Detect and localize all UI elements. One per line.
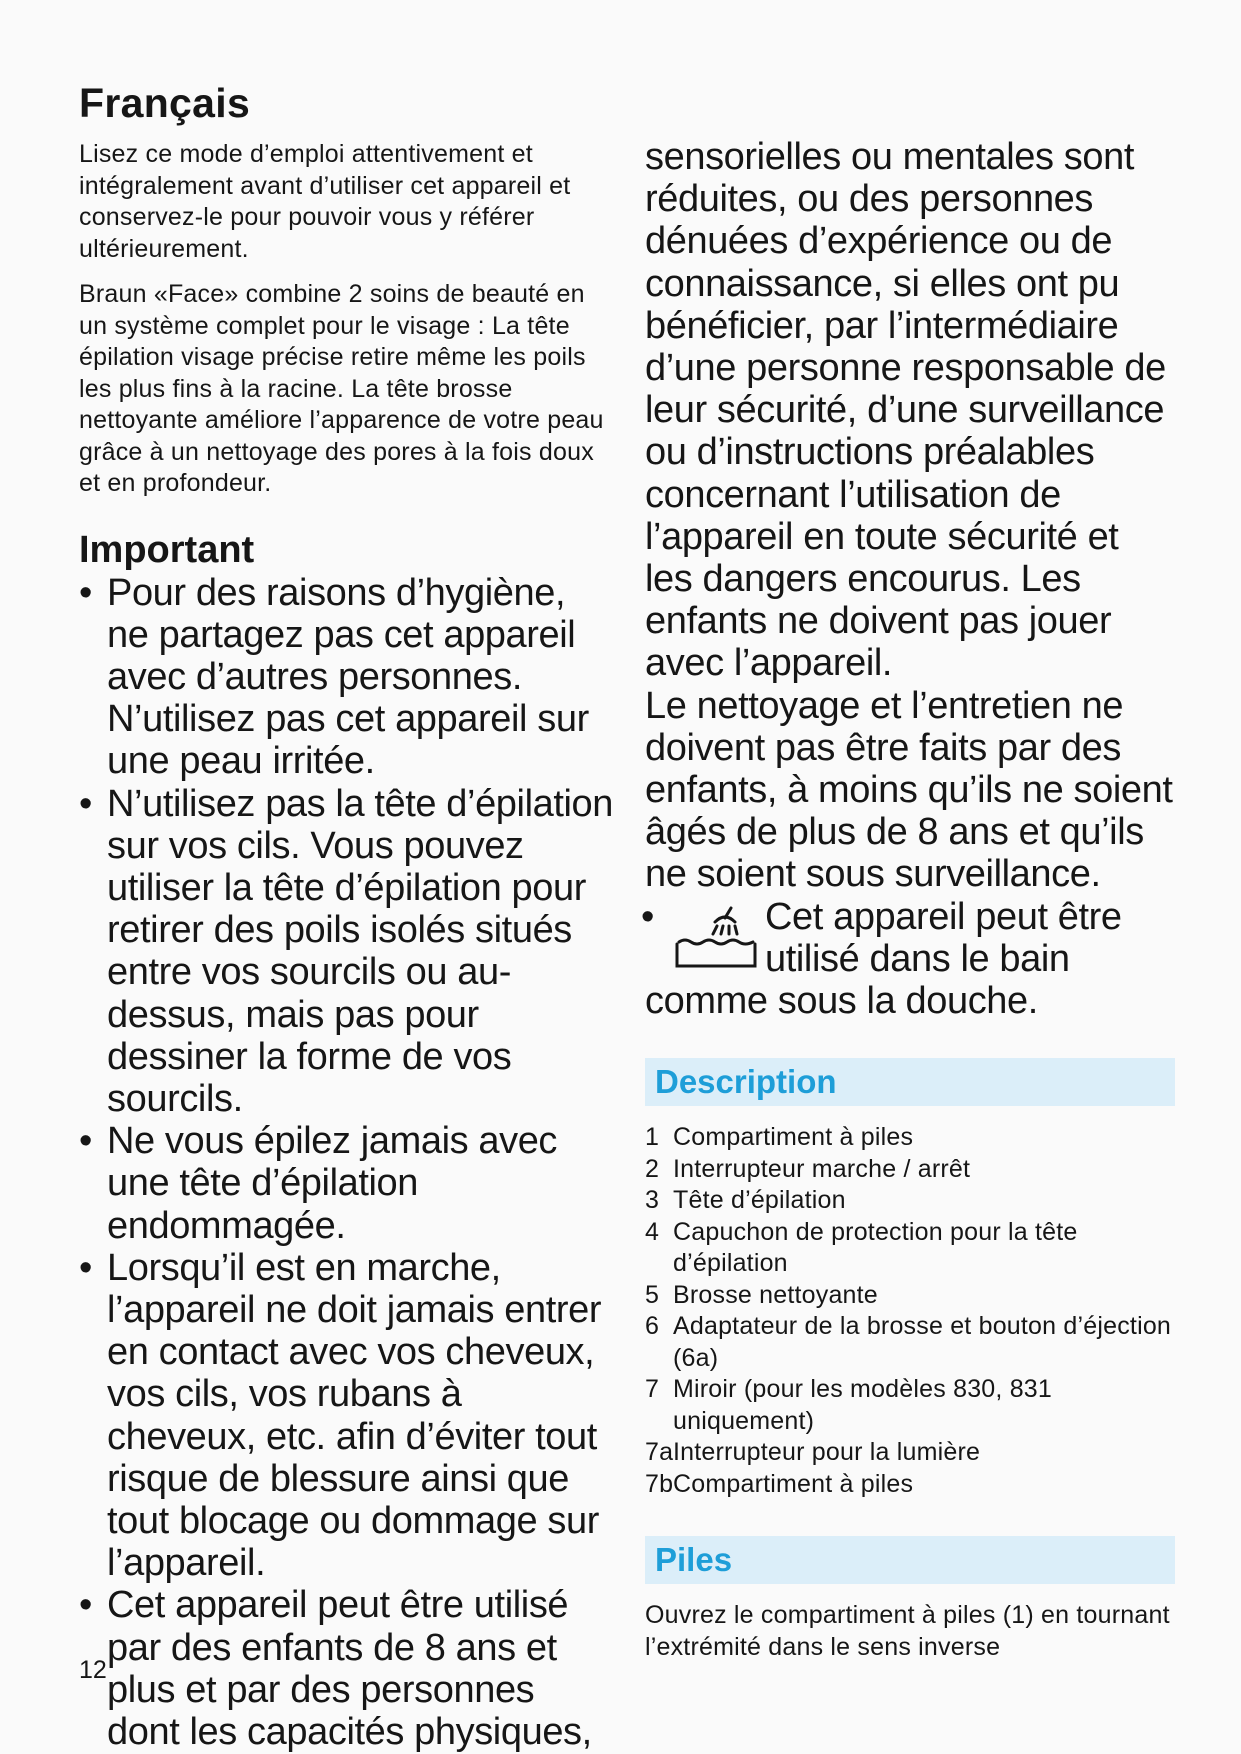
bath-bullet [641,895,1175,1023]
item-number: 5 [645,1280,660,1309]
item-number: 7a [645,1438,674,1467]
list-item [645,1122,1175,1154]
item-text: Interrupteur pour la lumière [673,1438,981,1467]
page-title: Français [79,80,251,126]
description-heading: Description [645,1058,1175,1106]
bath-text-line-2: utilisé dans le bain [765,937,1070,980]
item-number: 1 [645,1123,660,1152]
item-number: 6 [645,1312,660,1341]
description-list [645,1122,1175,1500]
important-heading: Important [79,528,255,571]
right-column [641,136,1175,1663]
item-number: 4 [645,1217,660,1246]
list-item [645,1185,1175,1217]
cleaning-paragraph: Le nettoyage et l’entretien ne doivent pas être faits par des enfants, à moins qu’ils ne soient âgés de plus de 8 ans et qu’ils ne soient sous surveillance. [645,684,1173,896]
item-text: Interrupteur marche / arrêt [673,1154,971,1183]
item-text: Compartiment à piles [673,1469,914,1498]
important-list [79,572,615,1754]
bath-text-line-3: comme sous la douche. [645,980,1038,1023]
piles-paragraph: Ouvrez le compartiment à piles (1) en tournant l’extrémité dans le sens inverse [645,1601,1170,1661]
important-bullet-2: • N’utilisez pas la tête d’épilation sur vos cils. Vous pouvez utiliser la tête d’épilation pour retirer des poils isolés situés entre vos sourcils ou au-dessus, mais pas pour dessiner la forme de vos sourcils. [79,783,615,1121]
important-bullet-1: • Pour des raisons d’hygiène, ne partagez pas cet appareil avec d’autres personnes. N’utilisez pas cet appareil sur une peau irritée. [79,572,615,783]
list-item [645,1374,1175,1437]
list-item [645,1437,1175,1469]
item-text: Tête d’épilation [673,1186,846,1215]
list-item [645,1217,1175,1280]
important-continuation: sensorielles ou mentales sont réduites, ou des personnes dénuées d’expérience ou de connaissance, si elles ont pu bénéficier, par l’intermédiaire d’une personne responsable de leur sécurité, d’une surveillance ou d’instructions préalables concernant l’utilisation de l’appareil en toute sécurité et les dangers encourus. Les enfants ne doivent pas jouer avec l’appareil. [645,136,1166,685]
important-bullet-5: • Cet appareil peut être utilisé par des enfants de 8 ans et plus et par des personnes dont les capacités physiques, [79,1584,615,1753]
list-item [645,1154,1175,1186]
bath-text-line-1: Cet appareil peut être [765,895,1122,938]
page-number: 12 [79,1656,107,1684]
item-number: 3 [645,1186,660,1215]
item-number: 2 [645,1154,660,1183]
item-text: Capuchon de protection pour la tête d’épilation [673,1217,1078,1278]
item-text: Adaptateur de la brosse et bouton d’éjection (6a) [673,1312,1172,1372]
intro-paragraph-2: Braun «Face» combine 2 soins de beauté en un système complet pour le visage : La tête épilation visage précise retire même les poils les plus fins à la racine. La tête brosse nettoyante améliore l’apparence de votre peau grâce à un nettoyage des pores à la fois doux et en profondeur. [79,280,604,497]
intro-paragraph-1: Lisez ce mode d’emploi attentivement et intégralement avant d’utiliser cet appareil et conservez-le pour pouvoir vous y référer ultérieurement. [79,140,571,263]
list-item [645,1469,1175,1501]
list-item [645,1280,1175,1312]
bath-shower-icon [673,902,759,972]
list-item [645,1311,1175,1374]
item-text: Compartiment à piles [673,1123,914,1152]
item-number: 7 [645,1375,660,1404]
important-bullet-3: • Ne vous épilez jamais avec une tête d’épilation endommagée. [79,1120,615,1247]
left-column [79,80,615,1753]
item-text: Miroir (pour les modèles 830, 831 uniquement) [673,1375,1052,1435]
item-text: Brosse nettoyante [673,1280,878,1309]
bullet-dot: • [641,895,654,938]
item-number: 7b [645,1469,674,1498]
piles-heading: Piles [645,1536,1175,1584]
important-bullet-4: • Lorsqu’il est en marche, l’appareil ne doit jamais entrer en contact avec vos cheveux, vos cils, vos rubans à cheveux, etc. afin d’éviter tout risque de blessure ainsi que tout blocage ou dommage sur l’appareil. [79,1247,615,1585]
